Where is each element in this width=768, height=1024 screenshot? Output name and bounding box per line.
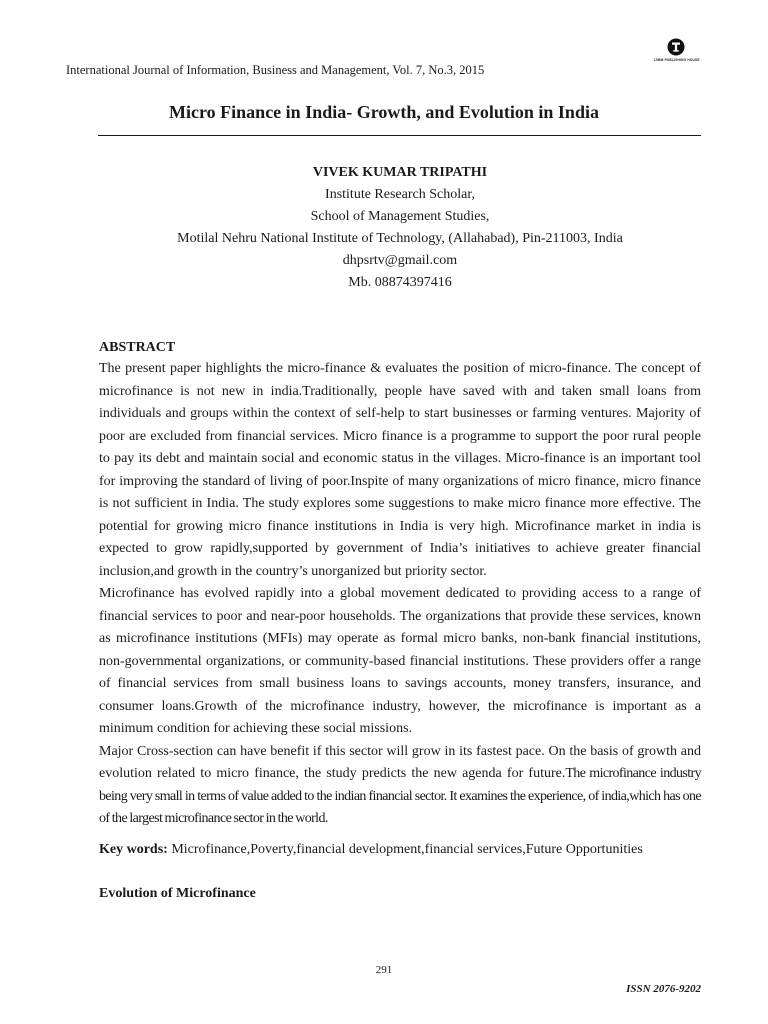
abstract-heading: ABSTRACT [99,340,176,355]
journal-citation: International Journal of Information, Business and Management, Vol. 7, No.3, 2015 [66,63,485,77]
publisher-logo [654,38,698,62]
paper-title: Micro Finance in India- Growth, and Evolution in India [169,102,599,122]
page-number: 291 [375,964,393,976]
author-block [0,162,768,294]
keywords-line [99,839,701,862]
author-institution: Motilal Nehru National Institute of Technology, (Allahabad), Pin-211003, India [177,231,623,246]
publisher-seal-icon [667,38,685,56]
keywords-label: Key words: [99,842,168,857]
abstract-para3-end: The microfinance industry being very small in terms of value added to the indian financial sector. It examines the experience, of india,which has one of the largest microfinance sector in the world. [99,766,701,826]
keywords-list: Microfinance,Poverty,financial development,financial services,Future Opportunities [171,842,643,857]
abstract-body [99,358,701,831]
abstract-paragraph: Microfinance has evolved rapidly into a global movement dedicated to providing access to a range of financial services to poor and near-poor households. The organizations that provide these services, known as microfinance institutions (MFIs) may operate as formal micro banks, non-bank financial institutions, non-governmental organizations, or community-based financial institutions. These providers offer a range of financial services from small business loans to savings accounts, money transfers, insurance, and consumer loans.Growth of the microfinance industry, however, the microfinance is important as a minimum condition for achieving these social missions. [99,586,701,736]
abstract-paragraph [99,741,701,831]
author-position: Institute Research Scholar, [325,187,475,202]
abstract-paragraph: The present paper highlights the micro-finance & evaluates the position of micro-finance. The concept of microfinance is not new in india.Traditionally, people have saved with and taken small loans from individuals and groups within the context of self-help to start businesses or farming ventures. Majority of poor are excluded from financial services. Micro finance is a programme to support the poor rural people to pay its debt and maintain social and economic status in the villages. Micro-finance is an important tool for improving the standard of living of poor.Inspite of many organizations of micro finance, micro finance is not sufficient in India. The study explores some suggestions to make micro finance more effective. The potential for growing micro finance institutions in India is very high. Microfinance market in india is expected to grow rapidly,supported by government of India’s initiatives to achieve greater financial inclusion,and growth in the country’s unorganized but priority sector. [99,361,701,579]
author-phone: Mb. 08874397416 [348,275,452,290]
author-name: VIVEK KUMAR TRIPATHI [312,165,488,180]
abstract-para3-start: Major Cross-section can have benefit if this sector will grow in its fastest pace. On the basis of growth and evolution related to micro finance, the study predicts the new agenda for future. [99,743,701,781]
author-department: School of Management Studies, [310,209,490,224]
title-divider [98,135,701,136]
publisher-logo-text: IJIBM PUBLISHING HOUSE [654,58,700,62]
author-email: dhpsrtv@gmail.com [342,253,458,268]
section-heading: Evolution of Microfinance [99,886,256,901]
issn: ISSN 2076-9202 [626,983,701,995]
